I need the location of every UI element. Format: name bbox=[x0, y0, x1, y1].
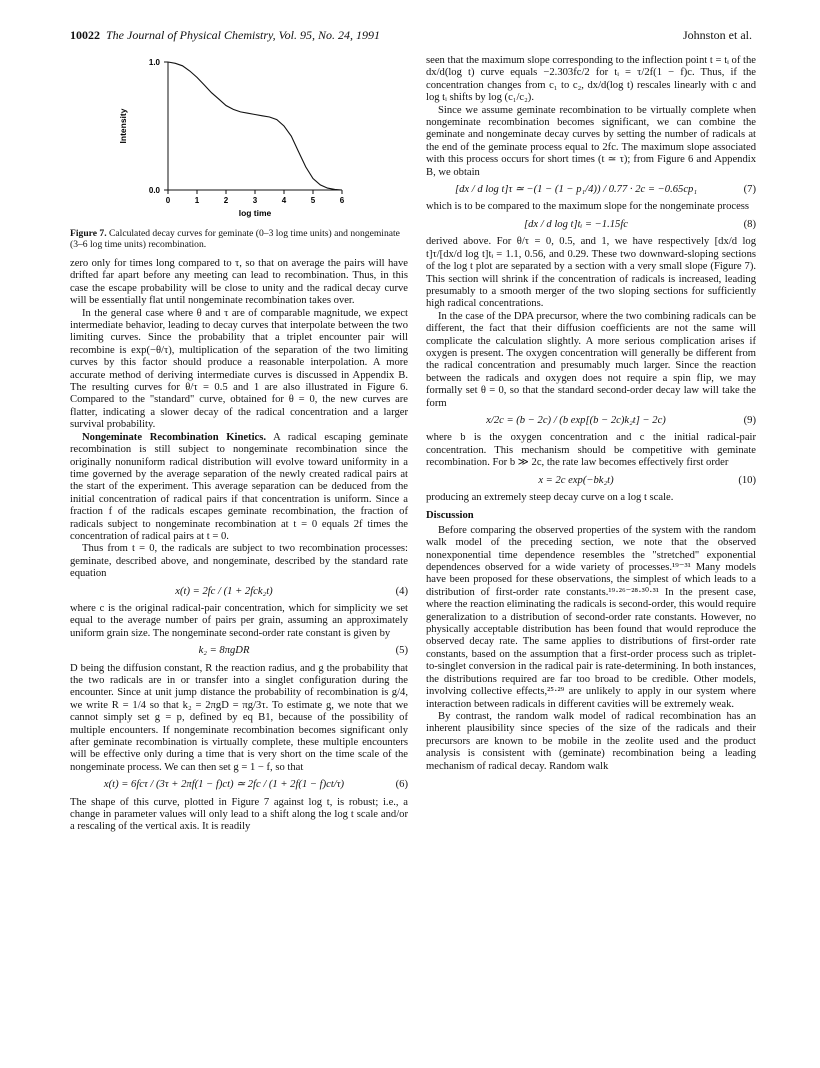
decay-curve-chart bbox=[110, 50, 370, 225]
paragraph: where b is the oxygen concentration and c the initial radical-pair concentration. This mechanism should be competitive with geminate recombination. For b ≫ 2c, the rate law becomes effectively first order bbox=[426, 432, 756, 469]
equation-8 bbox=[426, 219, 756, 231]
equation-number: (4) bbox=[395, 585, 408, 597]
page-number: 10022 bbox=[70, 28, 100, 42]
author-header: Johnston et al. bbox=[683, 28, 752, 42]
equation-body: [dx / d log t]tᵢ = −1.15fc bbox=[524, 218, 628, 230]
paragraph: Before comparing the observed properties of the system with the random walk model of the preceding section, we note that the observed nonexponential time dependence resembles the "stretched" exponential dependences observed for a wide variety of processes.¹⁹⁻³¹ Many models have been proposed for these observations, the simplest of which leads to a distribution of first-order rate constants.¹⁹·²⁶⁻²⁸·³⁰·³¹ In the present case, where the reaction eliminating the radicals is second-order, this would require generalization to a distribution of second-order rate constants. However, no physically acceptable distribution has been found that would reproduce the observed decay rate. The same applies to distributions of first-order rate constants, based on the assumption that a first-order process such as triplet-to-singlet conversion in the radical pair is rate-determining. In both instances, the distributions required are far too broad to be credible. Other models, involving collective effects,²⁵·²⁹ are unlikely to apply in our system where interaction between radicals in different cavities will be extremely weak. bbox=[426, 524, 756, 710]
paragraph: Thus from t = 0, the radicals are subject to two recombination processes: geminate, described above, and nongeminate, described by the standard rate equation bbox=[70, 543, 408, 580]
x-tick-label: 2 bbox=[223, 196, 229, 205]
left-column bbox=[70, 258, 408, 834]
x-tick-label: 4 bbox=[281, 196, 287, 205]
equation-number: (7) bbox=[743, 184, 756, 196]
right-column bbox=[426, 55, 756, 773]
paragraph: which is to be compared to the maximum slope for the nongeminate process bbox=[426, 201, 750, 213]
paragraph-text: A radical escaping geminate recombination is still subject to nongeminate recombination since the originally nonuniform radical distribution will evolve toward uniformity in a time governed by the average separation of the newly created radical pairs at the start of the experiment. This average separation can be deduced from the initial concentration of radical pairs if that concentration is uniform. Since a fraction f of the radicals escapes geminate recombination, the fraction of radicals subject to nongeminate recombination at t = 0 equals 2f times the concentration of radical pairs at t = 0. bbox=[70, 431, 409, 542]
section-heading: Nongeminate Recombination Kinetics. bbox=[82, 431, 267, 443]
equation-number: (5) bbox=[395, 645, 408, 657]
x-axis-label: log time bbox=[238, 208, 272, 218]
x-tick-label: 3 bbox=[252, 196, 258, 205]
equation-body: x(t) = 6fcτ / (3τ + 2πf(1 − f)ct) ≃ 2fc / (1 + 2f(1 − f)ct/τ) bbox=[103, 779, 345, 791]
paragraph: In the case of the DPA precursor, where the two combining radicals can be different, the fact that their diffusion coefficients are not the same will complicate the calculation slightly. A more serious complication arises if oxygen is present. The oxygen concentration will generally be different from the radical concentration and presumably much larger. Since the reaction between the radicals and oxygen does not require a spin flip, we may formally set θ = 0, so that the standard second-order decay law will take the form bbox=[426, 310, 756, 409]
equation-6 bbox=[70, 779, 408, 791]
equation-body: [dx / d log t]τ ≃ −(1 − (1 − p₁/4)) / 0.77 · 2c = −0.65cp₁ bbox=[454, 184, 698, 196]
equation-4 bbox=[70, 586, 408, 598]
equation-body: x/2c = (b − 2c) / (b exp[(b − 2c)k₂t] − 2c) bbox=[486, 414, 666, 426]
caption-text: Calculated decay curves for geminate (0–3 log time units) and nongeminate (3–6 log time units) recombination. bbox=[70, 228, 400, 250]
section-heading: Discussion bbox=[426, 510, 474, 522]
caption-label: Figure 7. bbox=[70, 228, 107, 239]
paragraph: zero only for times long compared to τ, so that on average the pairs will have drifted far apart before any meeting can lead to recombination. Thus, in this case the escape probability will be close to unity and the radical decay curve will be essentially flat until nongeminate recombination takes over. bbox=[70, 258, 408, 307]
equation-number: (9) bbox=[743, 414, 756, 426]
equation-10 bbox=[426, 475, 756, 487]
paragraph bbox=[70, 432, 408, 544]
equation-number: (10) bbox=[738, 474, 756, 486]
paragraph: where c is the original radical-pair concentration, which for simplicity we set equal to the average number of pairs per grain, assuming an approximately uniform grain size. The nongeminate second-order rate constant is given by bbox=[70, 602, 408, 639]
paragraph: seen that the maximum slope corresponding to the inflection point t = tᵢ of the dx/d(log t) curve equals −2.303fc/2 for tᵢ = τ/2f(1 − f)c. Thus, if the concentration changes from c₁ to c₂, dx/d(log t) rescales linearly with c and log tᵢ shifts by log (c₁/c₂). bbox=[426, 55, 756, 104]
paragraph: D being the diffusion constant, R the reaction radius, and g the probability that the two radicals are in or transfer into a singlet configuration during the encounter. Since at unit jump distance the probability of recombination is g/4, we write R = 1/4 so that k₂ = 2πgD = πg/3τ. To estimate g, we note that we cannot simply set g = p, defined by eq B1, because of the possibility of multiple encounters. If nongeminate recombination becomes significant only after geminate recombination is virtually complete, these multiple encounters will be effective only during a time that is very short on the time scale of the nongeminate process. We can then set g = 1 − f, so that bbox=[70, 662, 408, 773]
equation-number: (6) bbox=[395, 779, 408, 791]
paragraph: producing an extremely steep decay curve on a log t scale. bbox=[426, 492, 674, 503]
running-header bbox=[70, 28, 380, 43]
paragraph: By contrast, the random walk model of radical recombination has an inherent plausibility since species of the size of the radicals and their precursors are known to be mobile in the zeolite used and the product analysis is consistent with (geminate) recombination being a leading mechanism of radical decay. Random walk bbox=[426, 710, 756, 772]
equation-body: x(t) = 2fc / (1 + 2fck₂t) bbox=[175, 585, 273, 597]
x-tick-label: 5 bbox=[310, 196, 316, 205]
y-axis-label: Intensity bbox=[118, 108, 128, 144]
equation-5 bbox=[70, 645, 408, 657]
x-tick-label: 0 bbox=[165, 196, 171, 205]
paragraph: Since we assume geminate recombination to be virtually complete when nongeminate recombination becomes significant, we can combine the geminate and nongeminate decay curves by setting the number of radicals at the end of the geminate process equal to 2fc. The maximum slope associated with this process occurs for short times (t ≃ τ); from Figure 6 and Appendix B, we obtain bbox=[426, 104, 756, 178]
x-tick-label: 6 bbox=[339, 196, 345, 205]
y-tick-label: 0.0 bbox=[148, 186, 160, 195]
decay-curve-line bbox=[168, 62, 342, 190]
y-tick-label: 1.0 bbox=[148, 58, 160, 67]
journal-citation: The Journal of Physical Chemistry, Vol. 95, No. 24, 1991 bbox=[106, 28, 380, 42]
figure-caption bbox=[70, 228, 408, 250]
x-tick-label: 1 bbox=[194, 196, 200, 205]
equation-7 bbox=[426, 184, 756, 196]
paragraph: In the general case where θ and τ are of comparable magnitude, we expect intermediate behavior, leading to decay curves that interpolate between the two limiting curves. Since the probability that a triplet encounter pair will recombine is exp(−θ/τ), multiplication of the separation of the two limiting curves by this factor should produce a reasonable interpolation. A more accurate method of deriving intermediate curves is discussed in Appendix B. The resulting curves for θ/τ = 0.5 and 1 are also illustrated in Figure 6. Compared to the "standard" curve, obtained for θ = 0, the new curves are flatter, indicating a slower decay of the radical concentration and a larger survival probability. bbox=[70, 307, 408, 431]
equation-9 bbox=[426, 415, 756, 427]
paragraph: The shape of this curve, plotted in Figure 7 against log t, is robust; i.e., a change in parameter values will only lead to a shift along the log t scale and/or a rescaling of the vertical axis. It is readily bbox=[70, 796, 408, 833]
paragraph: derived above. For θ/τ = 0, 0.5, and 1, we have respectively [dx/d log t]τ/[dx/d log t]tᵢ = 1.1, 0.56, and 0.29. These two downward-sloping sections of the log t plot are separated by a section with a very small slope (Figure 7). This section will shrink if the concentration of radicals is increased, leading presumably to a smooth merger of the two sloping sections for sufficiently high radical concentrations. bbox=[426, 236, 756, 310]
equation-number: (8) bbox=[743, 218, 756, 230]
equation-body: x = 2c exp(−bk₂t) bbox=[538, 474, 614, 486]
equation-body: k₂ = 8πgDR bbox=[198, 645, 250, 657]
